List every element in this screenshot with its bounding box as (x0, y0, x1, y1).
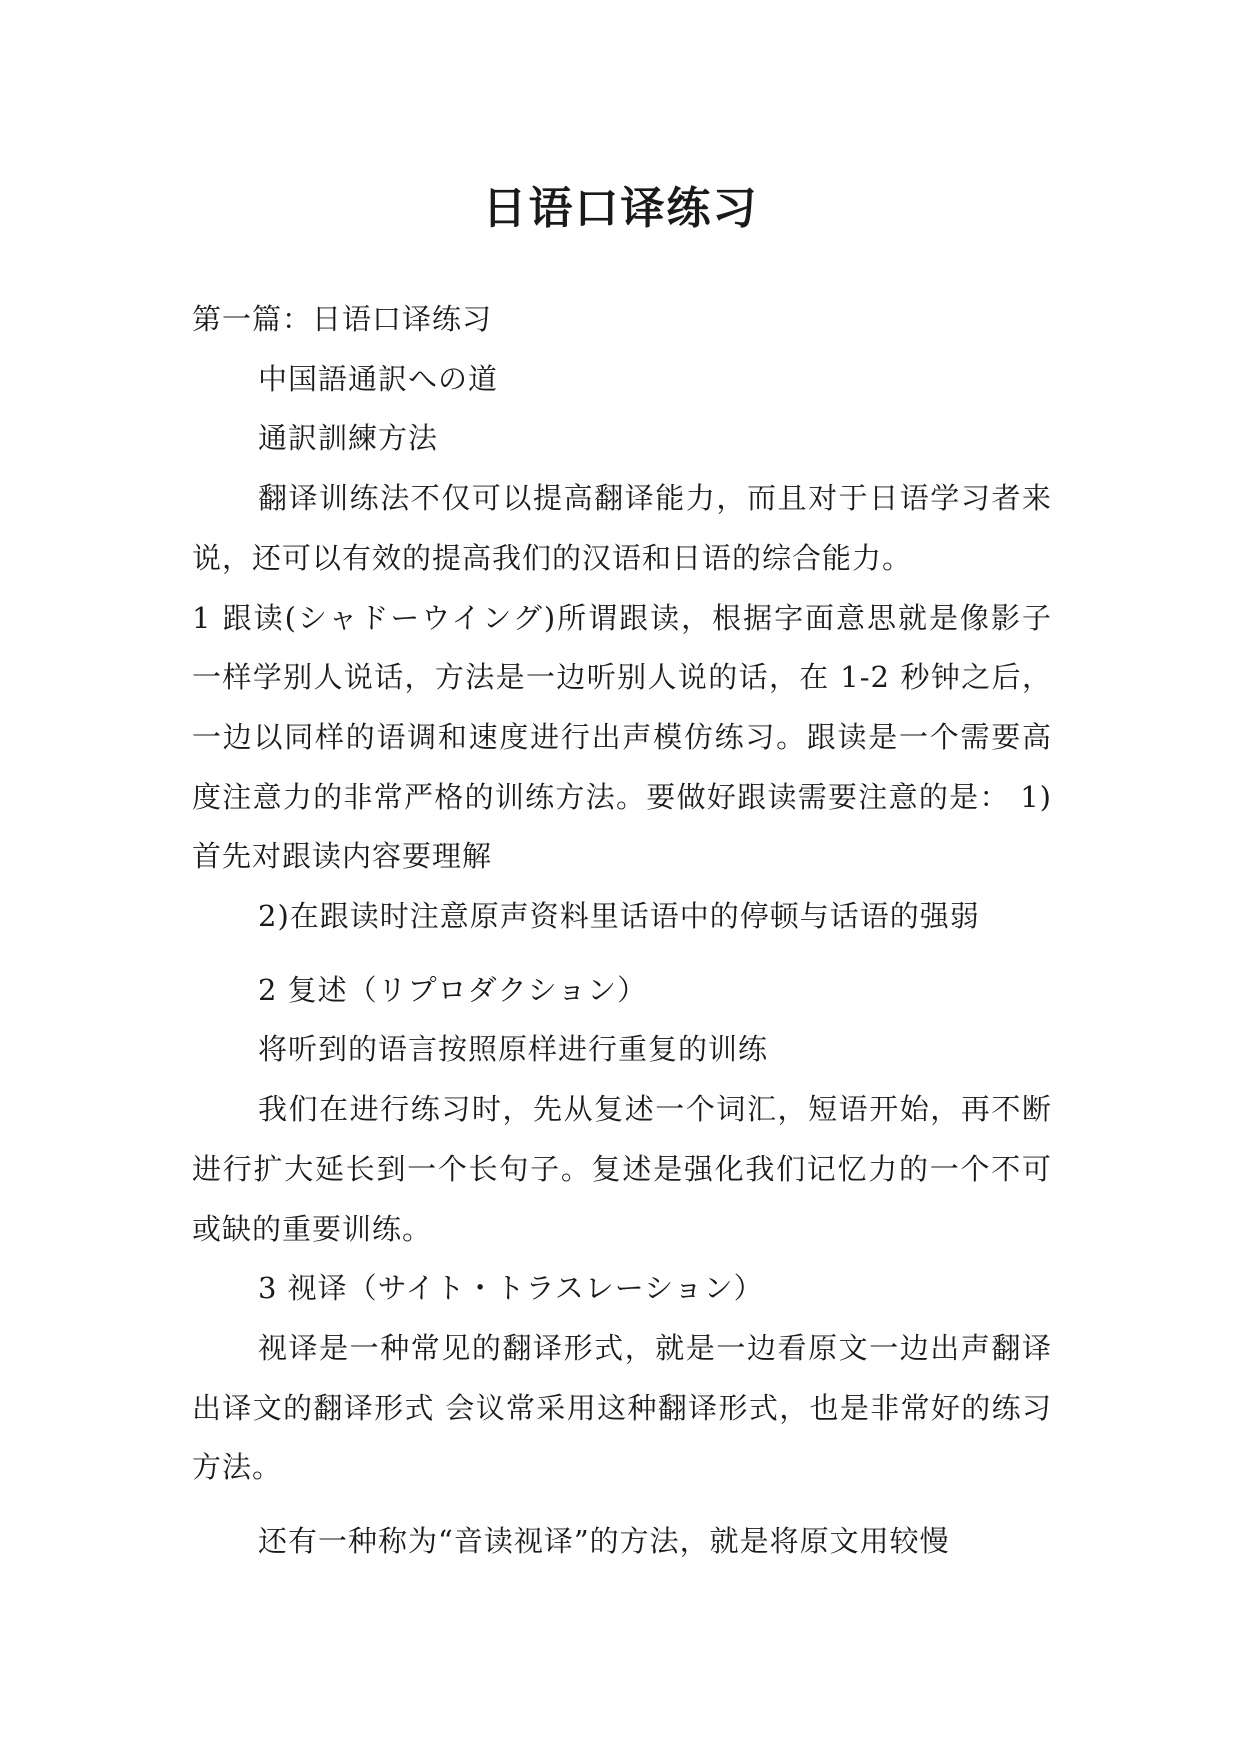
paragraph-sight-translation-detail: 视译是一种常见的翻译形式，就是一边看原文一边出声翻译出译文的翻译形式 会议常采用这种翻译形式，也是非常好的练习方法。 (192, 1330, 1052, 1485)
document-title: 日语口译练习 (482, 183, 759, 235)
paragraph-sight-translation-heading: 3 视译（サイト・トラスレーション） (258, 1271, 764, 1306)
paragraph-reproduction-detail: 我们在进行练习时，先从复述一个词汇，短语开始，再不断进行扩大延长到一个长句子。复述是强化我们记忆力的一个不可或缺的重要训练。 (192, 1092, 1052, 1246)
paragraph-reading-sight-translation: 还有一种称为“音读视译”的方法，就是将原文用较慢 (258, 1524, 950, 1559)
paragraph-reproduction-heading: 2 复述（リプロダクション） (258, 972, 648, 1007)
paragraph-shadowing: 1 跟读(シャドーウイング)所谓跟读，根据字面意思就是像影子一样学别人说话，方法是一边听别人说的话，在 1-2 秒钟之后，一边以同样的语调和速度进行出声模仿练习。跟读是一个需要高度注意力的非常严格的训练方法。要做好跟读需要注意的是： 1)首先对跟读内容要理解 (192, 600, 1052, 874)
document-body (192, 290, 1052, 1572)
paragraph-intro: 翻译训练法不仅可以提高翻译能力，而且对于日语学习者来说，还可以有效的提高我们的汉语和日语的综合能力。 (192, 481, 1052, 575)
paragraph-subtitle-road: 中国語通訳への道 (258, 361, 499, 396)
paragraph-subtitle-methods: 通訳訓練方法 (258, 421, 439, 456)
paragraph-reproduction-definition: 将听到的语言按照原样进行重复的训练 (258, 1032, 769, 1067)
paragraph-chapter-heading: 第一篇：日语口译练习 (192, 302, 493, 336)
paragraph-shadowing-point-2: 2)在跟读时注意原声资料里话语中的停顿与话语的强弱 (258, 899, 980, 934)
